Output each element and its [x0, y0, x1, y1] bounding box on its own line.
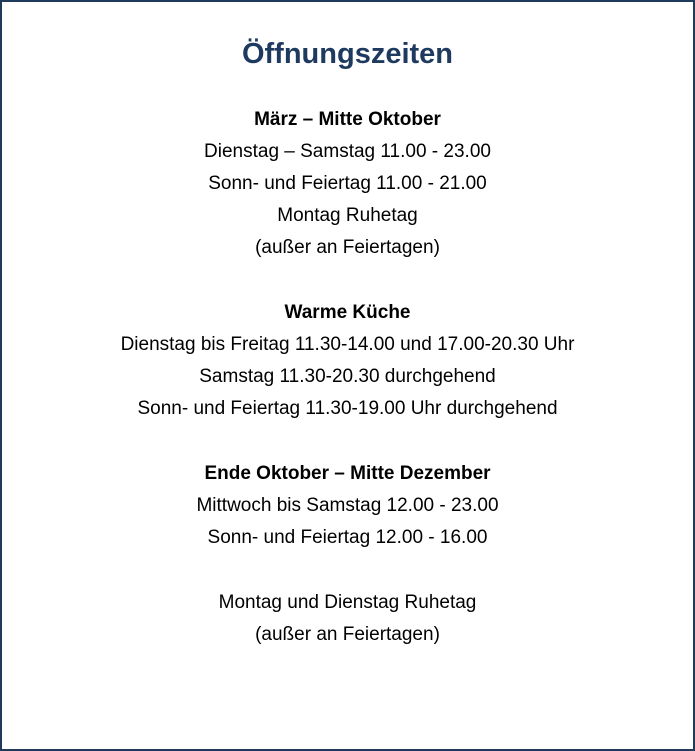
hours-line: Sonn- und Feiertag 11.30-19.00 Uhr durchgehend — [137, 398, 558, 419]
opening-hours-content — [2, 104, 693, 651]
section-heading-season-1: März – Mitte Oktober — [254, 109, 441, 130]
section-heading-kitchen: Warme Küche — [284, 302, 411, 323]
spacer — [2, 264, 693, 297]
hours-line: (außer an Feiertagen) — [255, 624, 440, 645]
hours-line: Montag und Dienstag Ruhetag — [218, 592, 477, 613]
hours-line: Montag Ruhetag — [277, 205, 418, 226]
section-heading-season-2: Ende Oktober – Mitte Dezember — [204, 463, 491, 484]
page-title: Öffnungszeiten — [241, 38, 454, 70]
hours-line: Dienstag – Samstag 11.00 - 23.00 — [204, 141, 491, 162]
hours-line: Sonn- und Feiertag 12.00 - 16.00 — [207, 527, 488, 548]
hours-line: Sonn- und Feiertag 11.00 - 21.00 — [208, 173, 487, 194]
spacer — [2, 554, 693, 587]
hours-line: Samstag 11.30-20.30 durchgehend — [199, 366, 496, 387]
hours-line: (außer an Feiertagen) — [255, 237, 440, 258]
hours-line: Mittwoch bis Samstag 12.00 - 23.00 — [196, 495, 499, 516]
hours-line: Dienstag bis Freitag 11.30-14.00 und 17.00-20.30 Uhr — [120, 334, 575, 355]
spacer — [2, 425, 693, 458]
